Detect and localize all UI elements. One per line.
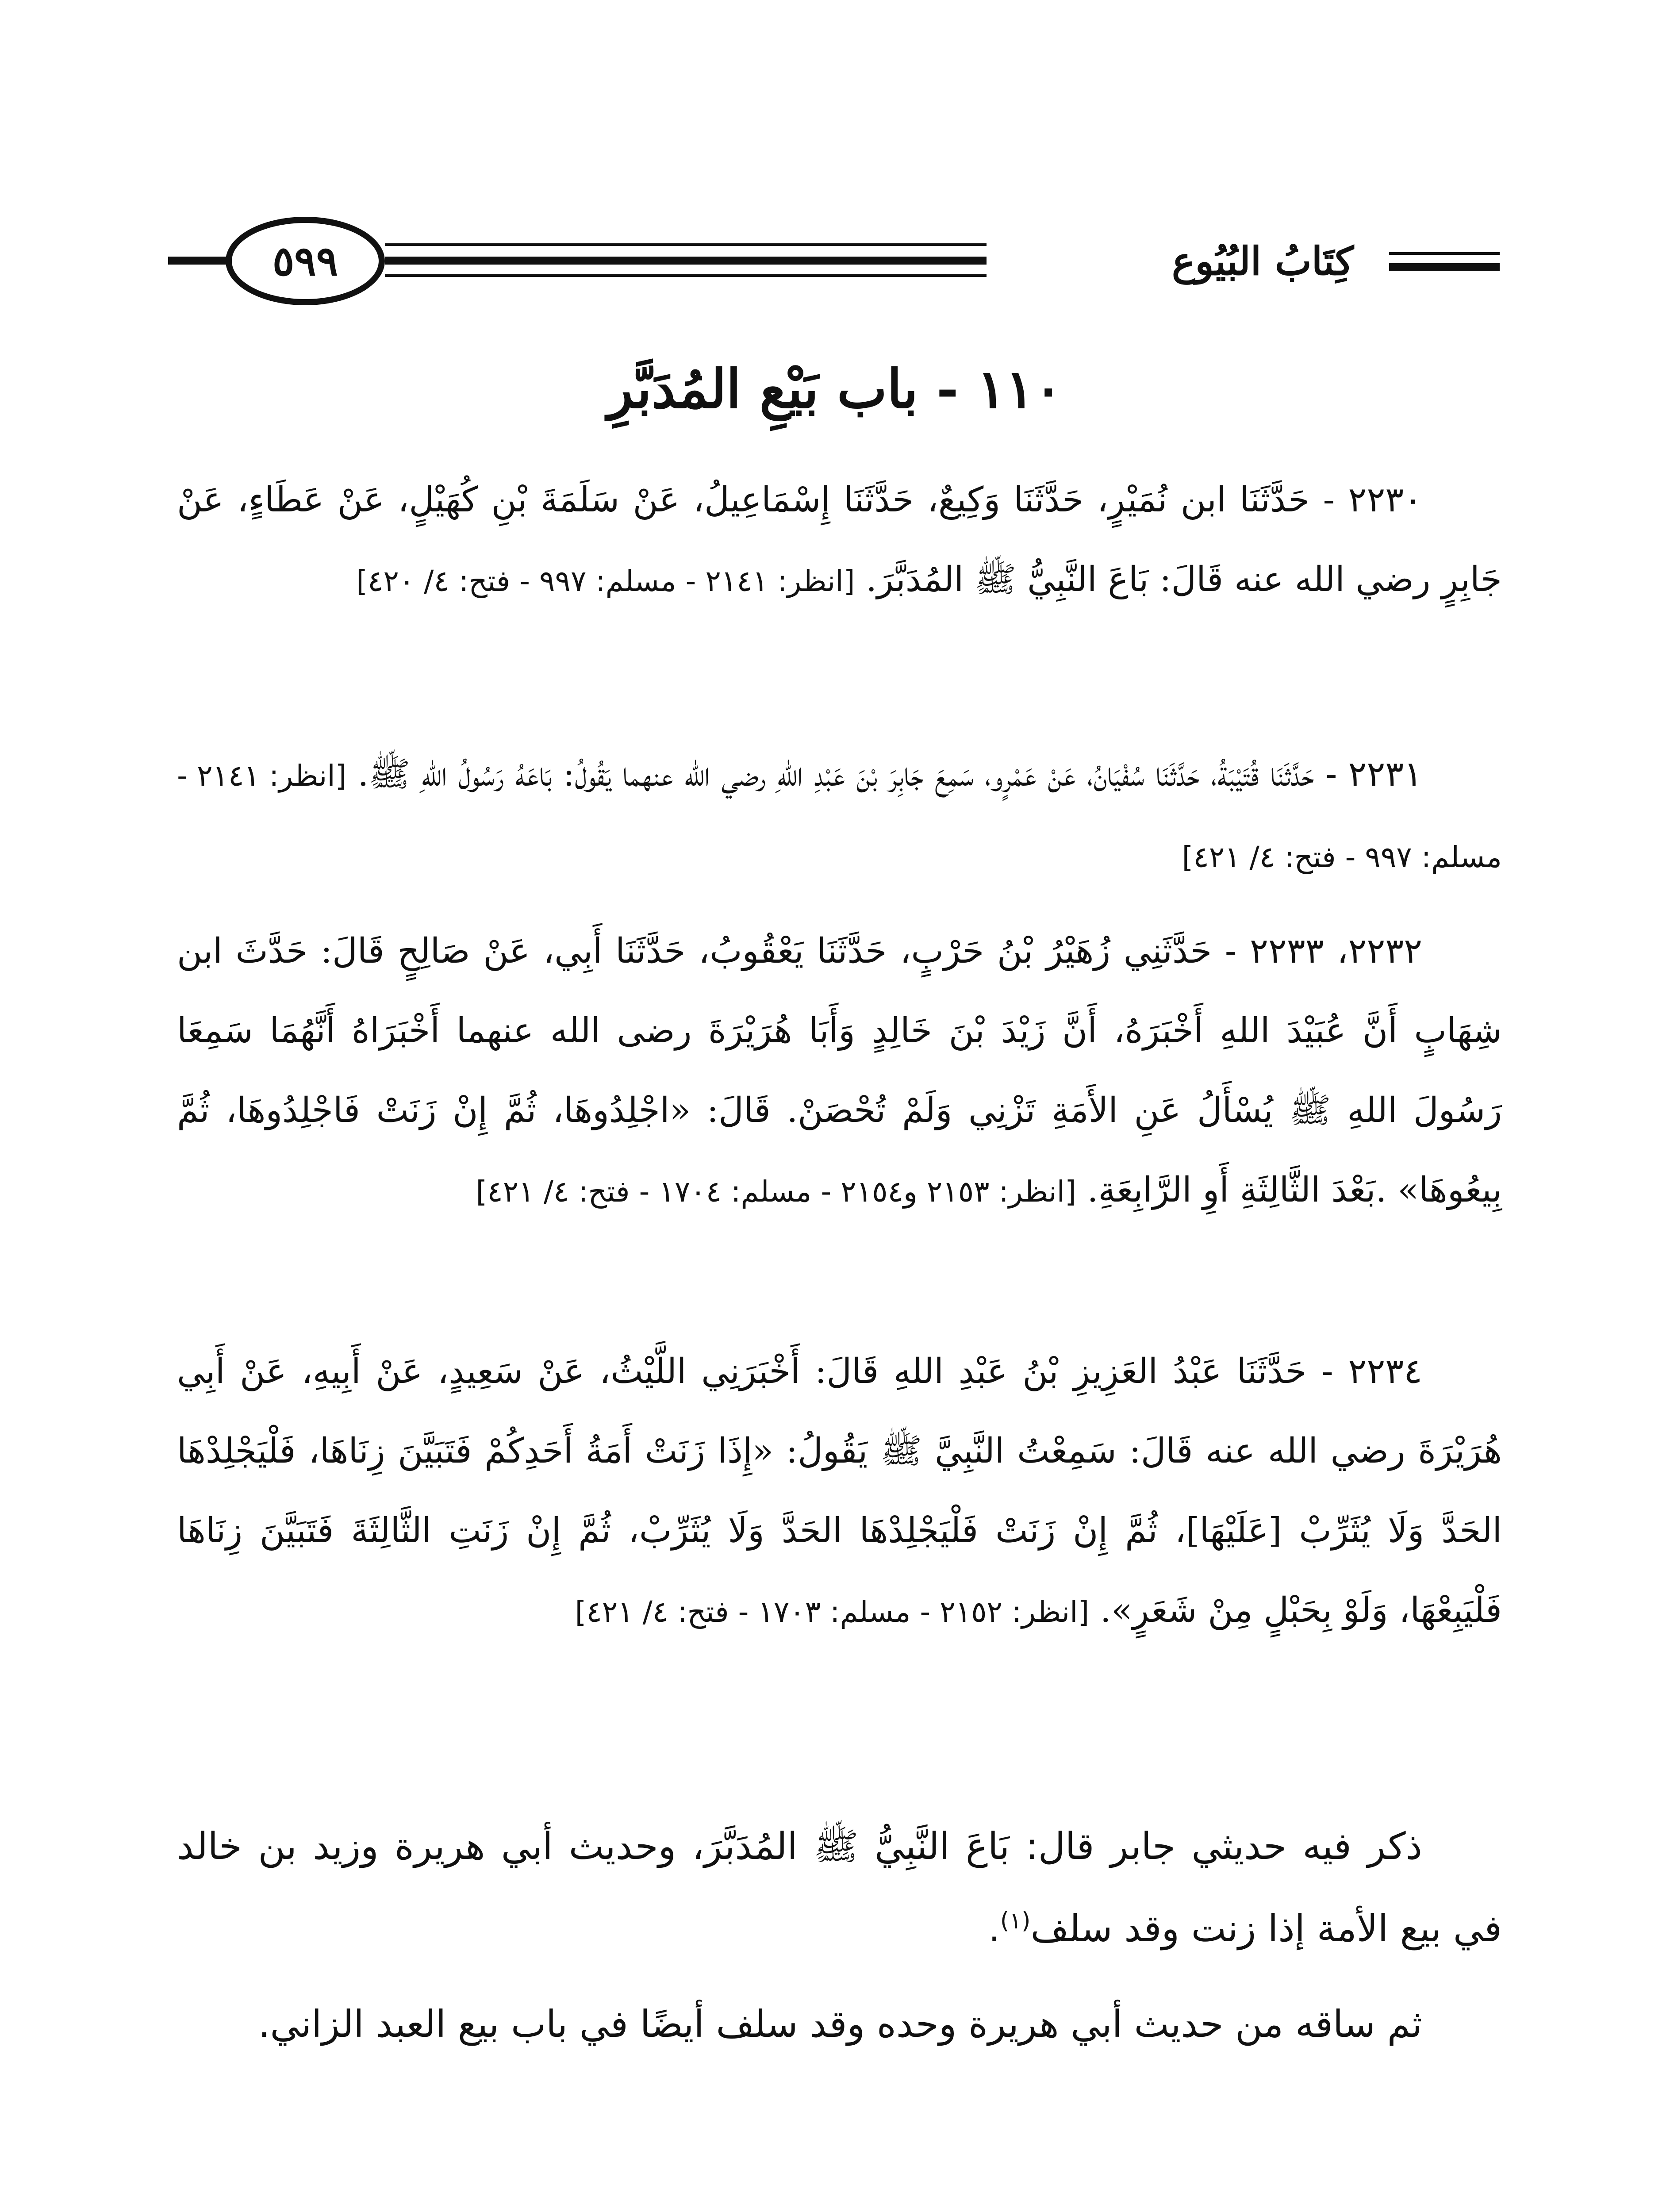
running-header xyxy=(168,208,1500,314)
header-rule-right-thin xyxy=(1389,252,1500,255)
hadith-paragraph xyxy=(177,734,1502,897)
footnote-marker: (١) xyxy=(1000,1908,1031,1934)
commentary-paragraph xyxy=(177,1983,1502,2065)
hadith-text: ٢٢٣١ - حَدَّثَنَا قُتَيْبَةُ، حَدَّثَنَا سُفْيَانُ، عَنْ عَمْرٍو، سَمِعَ جَابِرَ بْنَ عَبْدِ اللهِ رضي الله عنهما يَقُولُ: بَاعَهُ رَسُولُ اللهِ ﷺ. xyxy=(357,754,1423,794)
hadith-text: ٢٢٣٤ - حَدَّثَنَا عَبْدُ العَزِيزِ بْنُ عَبْدِ اللهِ قَالَ: أَخْبَرَنِي اللَّيْثُ، عَنْ سَعِيدٍ، عَنْ أَبِيهِ، عَنْ أَبِي هُرَيْرَةَ رضي الله عنه قَالَ: سَمِعْتُ النَّبِيَّ ﷺ يَقُولُ: «إِذَا زَنَتْ أَمَةُ أَحَدِكُمْ فَتَبَيَّنَ زِنَاهَا، فَلْيَجْلِدْهَا الحَدَّ وَلَا يُثَرِّبْ [عَلَيْهَا]، ثُمَّ إِنْ زَنَتْ فَلْيَجْلِدْهَا الحَدَّ وَلَا يُثَرِّبْ، ثُمَّ إِنْ زَنَتِ الثَّالِثَةَ فَتَبَيَّنَ زِنَاهَا فَلْيَبِعْهَا، وَلَوْ بِحَبْلٍ مِنْ شَعَرٍ». xyxy=(177,1352,1502,1630)
chapter-title: ١١٠ - باب بَيْعِ المُدَبَّرِ xyxy=(607,358,1063,420)
header-rule-left-thin-2 xyxy=(385,274,987,277)
commentary-paragraph xyxy=(177,1805,1502,1970)
book-title: كِتَابُ البُيُوع xyxy=(1171,238,1354,284)
hadith-paragraph xyxy=(177,911,1502,1232)
header-rule-far-left xyxy=(168,257,230,265)
hadith-text: ٢٢٣٢، ٢٢٣٣ - حَدَّثَنِي زُهَيْرُ بْنُ حَرْبٍ، حَدَّثَنَا يَعْقُوبُ، حَدَّثَنَا أَبِي، عَنْ صَالِحٍ قَالَ: حَدَّثَ ابن شِهَابٍ أَنَّ عُبَيْدَ اللهِ أَخْبَرَهُ، أَنَّ زَيْدَ بْنَ خَالِدٍ وَأَبَا هُرَيْرَةَ رضى الله عنهما أَخْبَرَاهُ أَنَّهُمَا سَمِعَا رَسُولَ اللهِ ﷺ يُسْأَلُ عَنِ الأَمَةِ تَزْنِي وَلَمْ تُحْصَنْ. قَالَ: «اجْلِدُوهَا، ثُمَّ إِنْ زَنَتْ فَاجْلِدُوهَا، ثُمَّ بِيعُوهَا» .بَعْدَ الثَّالِثَةِ أَوِ الرَّابِعَةِ. xyxy=(177,931,1502,1210)
header-rule-left-thin xyxy=(385,243,987,246)
hadith-reference: [انظر: ٢١٥٣ و٢١٥٤ - مسلم: ١٧٠٤ - فتح: ٤/ ٤٢١] xyxy=(476,1175,1076,1209)
commentary-text: ثم ساقه من حديث أبي هريرة وحده وقد سلف أيضًا في باب بيع العبد الزاني. xyxy=(258,2002,1422,2046)
commentary-text-end: . xyxy=(988,1907,1000,1950)
hadith-block xyxy=(177,911,1502,1232)
hadith-block xyxy=(177,1332,1502,1652)
hadith-block xyxy=(177,460,1502,621)
page-number: ٥٩٩ xyxy=(272,237,338,285)
hadith-block xyxy=(177,734,1502,897)
hadith-reference: [انظر: ٢١٤١ - مسلم: ٩٩٧ - فتح: ٤/ ٤٢١] xyxy=(177,759,1502,874)
header-rule-left-thick xyxy=(385,257,987,265)
page-number-badge xyxy=(226,217,385,305)
hadith-paragraph xyxy=(177,1332,1502,1652)
hadith-reference: [انظر: ٢١٤١ - مسلم: ٩٩٧ - فتح: ٤/ ٤٢٠] xyxy=(356,564,855,598)
hadith-reference: [انظر: ٢١٥٢ - مسلم: ١٧٠٣ - فتح: ٤/ ٤٢١] xyxy=(575,1595,1090,1629)
hadith-paragraph xyxy=(177,460,1502,621)
hadith-text: ٢٢٣٠ - حَدَّثَنَا ابن نُمَيْرٍ، حَدَّثَنَا وَكِيعٌ، حَدَّثَنَا إِسْمَاعِيلُ، عَنْ سَلَمَةَ بْنِ كُهَيْلٍ، عَنْ عَطَاءٍ، عَنْ جَابِرٍ رضي الله عنه قَالَ: بَاعَ النَّبِيُّ ﷺ المُدَبَّرَ. xyxy=(177,480,1502,599)
header-rule-right-thick xyxy=(1389,263,1500,271)
commentary-block xyxy=(177,1805,1502,2065)
commentary-text: ذكر فيه حديثي جابر قال: بَاعَ النَّبِيُّ ﷺ المُدَبَّرَ، وحديث أبي هريرة وزيد بن خالد في بيع الأمة إذا زنت وقد سلف xyxy=(177,1824,1502,1950)
